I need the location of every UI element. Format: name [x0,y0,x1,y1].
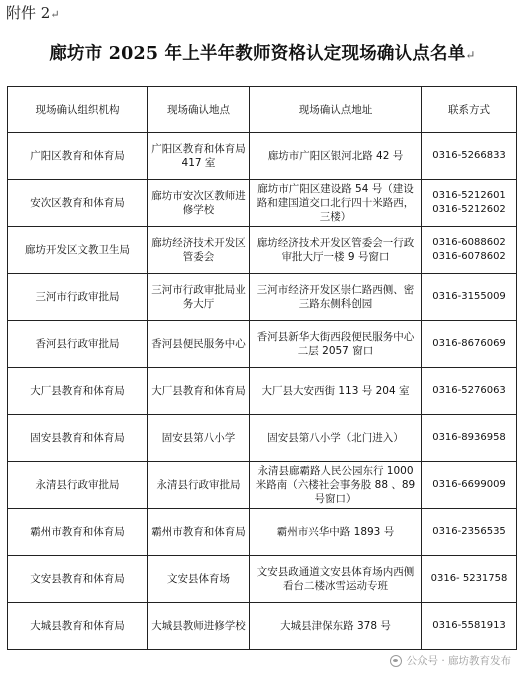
watermark-text: 公众号 · 廊坊教育发布 [406,655,511,667]
paragraph-mark: ↵ [50,8,60,21]
phone-number: 0316-5581913 [432,620,506,631]
site-cell: 霸州市教育和体育局 [148,509,250,556]
phone-number: 0316-6699009 [432,479,506,490]
address-cell: 永清县廊霸路人民公园东行 1000 米路南（六楼社会事务股 88 、89 号窗口） [250,462,422,509]
site-cell: 大厂县教育和体育局 [148,368,250,415]
address-cell: 固安县第八小学（北门进入） [250,415,422,462]
organization-cell: 安次区教育和体育局 [8,180,148,227]
phone-number: 0316-5212601 [432,190,506,201]
organization-cell: 文安县教育和体育局 [8,556,148,603]
wechat-icon [390,655,402,667]
table-row [8,462,517,509]
phone-number: 0316-5212602 [432,204,506,215]
table-row [8,509,517,556]
organization-cell: 三河市行政审批局 [8,274,148,321]
contact-cell [422,274,517,321]
site-cell: 廊坊经济技术开发区管委会 [148,227,250,274]
phone-number: 0316-8936958 [432,432,506,443]
site-cell: 三河市行政审批局业务大厅 [148,274,250,321]
phone-number: 0316- 5231758 [430,573,508,584]
address-cell: 霸州市兴华中路 1893 号 [250,509,422,556]
table-row [8,415,517,462]
organization-cell: 固安县教育和体育局 [8,415,148,462]
contact-cell [422,556,517,603]
header-organization: 现场确认组织机构 [8,87,148,133]
contact-cell [422,133,517,180]
header-contact: 联系方式 [422,87,517,133]
phone-number: 0316-3155009 [432,291,506,302]
contact-cell [422,603,517,650]
address-cell: 廊坊经济技术开发区管委会一行政审批大厅一楼 9 号窗口 [250,227,422,274]
confirmation-sites-table [7,86,517,650]
contact-cell [422,462,517,509]
address-cell: 廊坊市广阳区银河北路 42 号 [250,133,422,180]
address-cell: 三河市经济开发区崇仁路西侧、密三路东侧科创园 [250,274,422,321]
table-row [8,321,517,368]
contact-cell [422,180,517,227]
organization-cell: 广阳区教育和体育局 [8,133,148,180]
address-cell: 香河县新华大街西段便民服务中心二层 2057 窗口 [250,321,422,368]
phone-number: 0316-6078602 [432,251,506,262]
organization-cell: 大厂县教育和体育局 [8,368,148,415]
organization-cell: 大城县教育和体育局 [8,603,148,650]
site-cell: 永清县行政审批局 [148,462,250,509]
paragraph-mark: ↵ [465,48,476,62]
table-row [8,227,517,274]
organization-cell: 永清县行政审批局 [8,462,148,509]
site-cell: 香河县便民服务中心 [148,321,250,368]
attachment-label: 附件 2↵ [6,4,60,22]
site-cell: 文安县体育场 [148,556,250,603]
table-header-row [8,87,517,133]
contact-cell [422,227,517,274]
site-cell: 固安县第八小学 [148,415,250,462]
watermark [390,653,511,668]
header-address: 现场确认点地址 [250,87,422,133]
address-cell: 廊坊市广阳区建设路 54 号（建设路和建国道交口北行四十米路西，三楼） [250,180,422,227]
phone-number: 0316-8676069 [432,338,506,349]
contact-cell [422,509,517,556]
phone-number: 0316-6088602 [432,237,506,248]
address-cell: 大城县津保东路 378 号 [250,603,422,650]
table-row [8,274,517,321]
document-title: 廊坊市 2025 年上半年教师资格认定现场确认点名单↵ [49,44,476,64]
phone-number: 0316-5266833 [432,150,506,161]
table-row [8,556,517,603]
contact-cell [422,321,517,368]
address-cell: 大厂县大安西街 113 号 204 室 [250,368,422,415]
table-row [8,368,517,415]
phone-number: 0316-2356535 [432,526,506,537]
organization-cell: 香河县行政审批局 [8,321,148,368]
header-site: 现场确认地点 [148,87,250,133]
contact-cell [422,368,517,415]
organization-cell: 霸州市教育和体育局 [8,509,148,556]
table-row [8,180,517,227]
organization-cell: 廊坊开发区文教卫生局 [8,227,148,274]
site-cell: 廊坊市安次区教师进修学校 [148,180,250,227]
table-row [8,133,517,180]
site-cell: 广阳区教育和体育局 417 室 [148,133,250,180]
site-cell: 大城县教师进修学校 [148,603,250,650]
address-cell: 文安县政通道文安县体育场内西侧看台二楼冰雪运动专班 [250,556,422,603]
table-row [8,603,517,650]
contact-cell [422,415,517,462]
phone-number: 0316-5276063 [432,385,506,396]
